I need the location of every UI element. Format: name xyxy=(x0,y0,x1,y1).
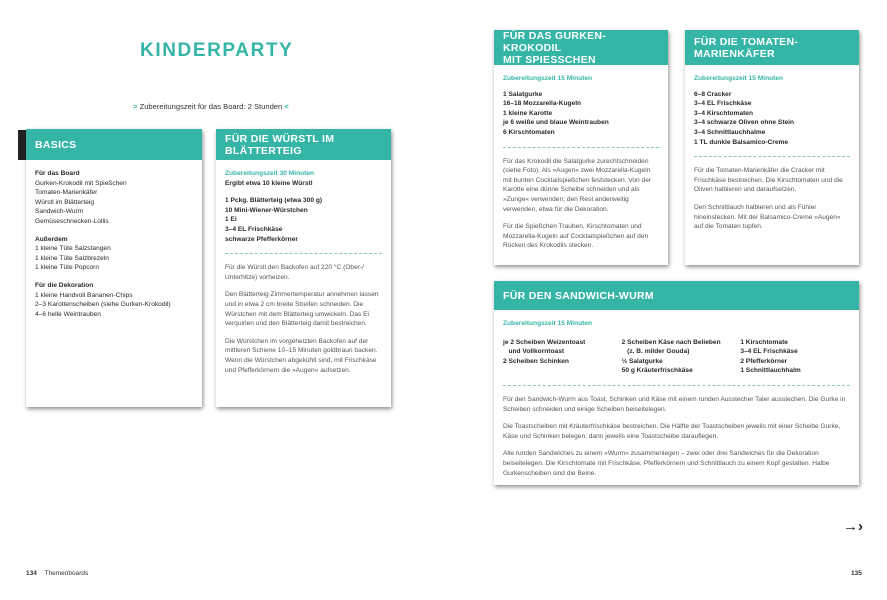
basics-group xyxy=(35,235,193,273)
basics-group xyxy=(35,169,193,227)
ingredient: 1 Ei xyxy=(225,216,237,224)
list-item: Gemüseschnecken-Lollis xyxy=(35,217,109,225)
wuerstl-card-header xyxy=(216,129,391,160)
ingredient-column xyxy=(622,338,741,376)
ingredient: 1 kleine Karotte xyxy=(503,109,553,117)
group-title: Außerdem xyxy=(35,235,68,243)
prep-time: Zubereitungszeit 15 Minuten xyxy=(503,320,593,327)
instruction-step: Für die Würstl den Backofen auf 220 °C (Ober-/ Unterhitze) vorheizen. xyxy=(225,264,364,281)
krokodil-title-line: MIT SPIESSCHEN xyxy=(503,53,596,66)
ingredient: je 2 Scheiben Weizentoast xyxy=(503,338,586,346)
instructions xyxy=(503,157,659,251)
ingredient: 3–4 schwarze Oliven ohne Stein xyxy=(694,119,795,127)
list-item: Tomaten-Marienkäfer xyxy=(35,189,98,197)
basics-list xyxy=(26,160,202,319)
ingredient: (z. B. milder Gouda) xyxy=(621,348,690,356)
section-label: Themenboards xyxy=(44,570,89,577)
basics-group xyxy=(35,281,193,319)
page-number: 134 xyxy=(26,570,37,577)
instructions xyxy=(225,263,382,375)
ingredient-column xyxy=(503,338,622,376)
ingredient: 50 g Kräuterfrischkäse xyxy=(621,367,693,375)
wuerstl-title: FÜR DIE WÜRSTL IM BLÄTTERTEIG xyxy=(225,132,335,157)
instruction-step: Die Toastscheiben mit Kräuterfrischkäse bestreichen. Die Hälfte der Toastscheiben jeweils mit einer Scheibe Gurke, Käse und Schinken belegen, dann jeweils eine Toastscheibe darauflegen. xyxy=(503,423,841,440)
ingredient-column xyxy=(740,338,850,376)
list-item: Sandwich-Wurm xyxy=(35,208,84,216)
ingredient: 16–18 Mozzarella-Kugeln xyxy=(503,100,582,108)
basics-title: BASICS xyxy=(35,138,77,151)
ingredient: 1 TL dunkle Balsamico-Creme xyxy=(694,138,789,146)
ingredient: 1 Schnittlauchhalm xyxy=(740,367,801,375)
divider xyxy=(503,385,850,386)
instruction-step: Für den Sandwich-Wurm aus Toast, Schinken und Käse mit einem runden Ausstecher Taler ausstechen. Die Gurke in Scheiben schneiden und einige Scheiben beiseitelegen. xyxy=(503,395,846,413)
ingredient-columns xyxy=(503,338,850,376)
ingredient: 6 Kirschtomaten xyxy=(503,128,555,136)
ingredient: 3–4 EL Frischkäse xyxy=(740,348,798,356)
krokodil-card xyxy=(494,30,668,265)
prep-time: Zubereitungszeit 15 Minuten xyxy=(503,75,593,82)
marienkaefer-title-line: MARIENKÄFER xyxy=(694,47,775,60)
list-item: 1 kleine Tüte Salzstangen xyxy=(35,245,111,253)
krokodil-card-header xyxy=(494,30,668,65)
marienkaefer-title-line: FÜR DIE TOMATEN- xyxy=(694,35,799,48)
group-title: Für die Dekoration xyxy=(35,281,94,289)
ingredient: ½ Salatgurke xyxy=(621,357,663,365)
ingredient: 10 Mini-Wiener-Würstchen xyxy=(225,206,308,214)
marienkaefer-card-header xyxy=(685,30,859,65)
instruction-step: Die Würstchen im vorgeheizten Backofen auf der mittleren Schiene 10–15 Minuten goldbraun backen. Wenn die Würstchen abgekühlt sind, mit Frischkäse und Pfefferkörnern die »Augen« aufsetzen. xyxy=(225,337,378,374)
instruction-step: Den Schnittlauch halbieren und als Fühler hineinstecken. Mit der Balsamico-Creme »Augen« auf die Tomaten tupfen. xyxy=(694,203,841,231)
list-item: 2–3 Karottenscheiben (siehe Gurken-Krokodil) xyxy=(35,301,171,309)
list-item: Gurken-Krokodil mit Spießchen xyxy=(35,179,127,187)
ingredient: 1 Kirschtomate xyxy=(740,338,788,346)
list-item: 1 kleine Tüte Popcorn xyxy=(35,264,100,272)
list-item: Würstl im Blätterteig xyxy=(35,198,94,206)
divider xyxy=(225,253,382,254)
wuerstl-body xyxy=(216,160,391,375)
instructions xyxy=(694,166,850,232)
ingredient: 1 Salatgurke xyxy=(503,90,543,98)
list-item: 4–6 helle Weintrauben xyxy=(35,310,101,318)
sandwich-card xyxy=(494,281,859,485)
arrow-right-icon[interactable]: →› xyxy=(843,518,863,535)
krokodil-title-line: FÜR DAS GURKEN-KROKODIL xyxy=(503,29,607,54)
ingredient: 2 Scheiben Käse nach Belieben xyxy=(621,338,721,346)
ingredient-list xyxy=(503,90,659,138)
page-number: 135 xyxy=(851,570,862,577)
ingredient: 3–4 Schnittlauchhalme xyxy=(694,128,766,136)
ingredient: 2 Pfefferkörner xyxy=(740,357,788,365)
instruction-step: Für das Krokodil die Salatgurke zurechtschneiden (siehe Foto). Als »Augen« zwei Mozzarella-Kugeln mit bunten Cocktailspießchen feststecken. Von der Karotte eine dünne Scheibe schneiden und als »Zunge« verwenden; den Rest anderweitig verwenden, etwa für die Dekoration. xyxy=(503,157,652,213)
krokodil-body xyxy=(494,65,668,251)
divider xyxy=(503,147,659,148)
ingredient: 1 Pckg. Blätterteig (etwa 300 g) xyxy=(225,197,323,205)
ingredient-list xyxy=(694,90,850,148)
yield: Ergibt etwa 10 kleine Würstl xyxy=(225,179,313,187)
page-title: KINDERPARTY xyxy=(140,40,294,61)
ingredient: schwarze Pfefferkörner xyxy=(225,235,298,243)
chevron-left-icon: < xyxy=(284,102,289,111)
prep-time: Zubereitungszeit 30 Minuten xyxy=(225,170,315,177)
sandwich-body xyxy=(494,310,859,478)
board-prep-time xyxy=(133,102,289,111)
instructions xyxy=(503,395,850,478)
chevron-right-icon: > xyxy=(133,102,138,111)
sandwich-title: FÜR DEN SANDWICH-WURM xyxy=(503,289,654,302)
basics-card-header xyxy=(26,129,202,160)
ingredient: 6–8 Cracker xyxy=(694,90,732,98)
list-item: 1 kleine Handvoll Bananen-Chips xyxy=(35,291,133,299)
ingredient: 3–4 EL Frischkäse xyxy=(225,225,283,233)
ingredient: je 6 weiße und blaue Weintrauben xyxy=(503,119,609,127)
footer-left xyxy=(26,570,88,577)
ingredient: 3–4 EL Frischkäse xyxy=(694,100,752,108)
ingredient: und Vollkorntoast xyxy=(503,348,565,356)
group-title: Für das Board xyxy=(35,170,80,177)
list-item: 1 kleine Tüte Salzbrezeln xyxy=(35,254,109,262)
instruction-step: Den Blätterteig Zimmertemperatur annehmen lassen und in etwa 2 cm breite Streifen schneiden. Die Würstchen mit dem Blätterteig umwickeln. Das Ei verquirlen und den Blätterteig damit bestreichen. xyxy=(225,291,379,328)
instruction-step: Alle runden Sandwiches zu einem »Wurm« zusammenlegen – zwei oder drei Sandwiches für die Dekoration beiseitelegen. Die Kirschtomate mit Frischkäse, Pfefferkörnern und Schnittlauch zu einem Kopf gestalten. Halbe Gurkenscheiben sind die Beine. xyxy=(503,450,830,477)
prep-time: Zubereitungszeit 15 Minuten xyxy=(694,75,784,82)
board-prep-time-text: Zubereitungszeit für das Board: 2 Stunden xyxy=(139,102,283,111)
basics-card xyxy=(26,129,202,407)
ingredient: 2 Scheiben Schinken xyxy=(503,357,569,365)
wuerstl-card xyxy=(216,129,391,407)
ingredient-list xyxy=(225,196,382,244)
instruction-step: Für die Spießchen Trauben, Kirschtomaten und Mozzarella-Kugeln auf Cocktailspießchen auf den Rücken des Krokodils stecken. xyxy=(503,223,649,250)
divider xyxy=(694,156,850,157)
instruction-step: Für die Tomaten-Marienkäfer die Cracker mit Frischkäse bestreichen. Die Kirschtomaten und die Oliven halbieren und daraufsetzen. xyxy=(694,167,843,194)
marienkaefer-card xyxy=(685,30,859,265)
marienkaefer-body xyxy=(685,65,859,232)
sandwich-card-header xyxy=(494,281,859,310)
ingredient: 3–4 Kirschtomaten xyxy=(694,109,753,117)
